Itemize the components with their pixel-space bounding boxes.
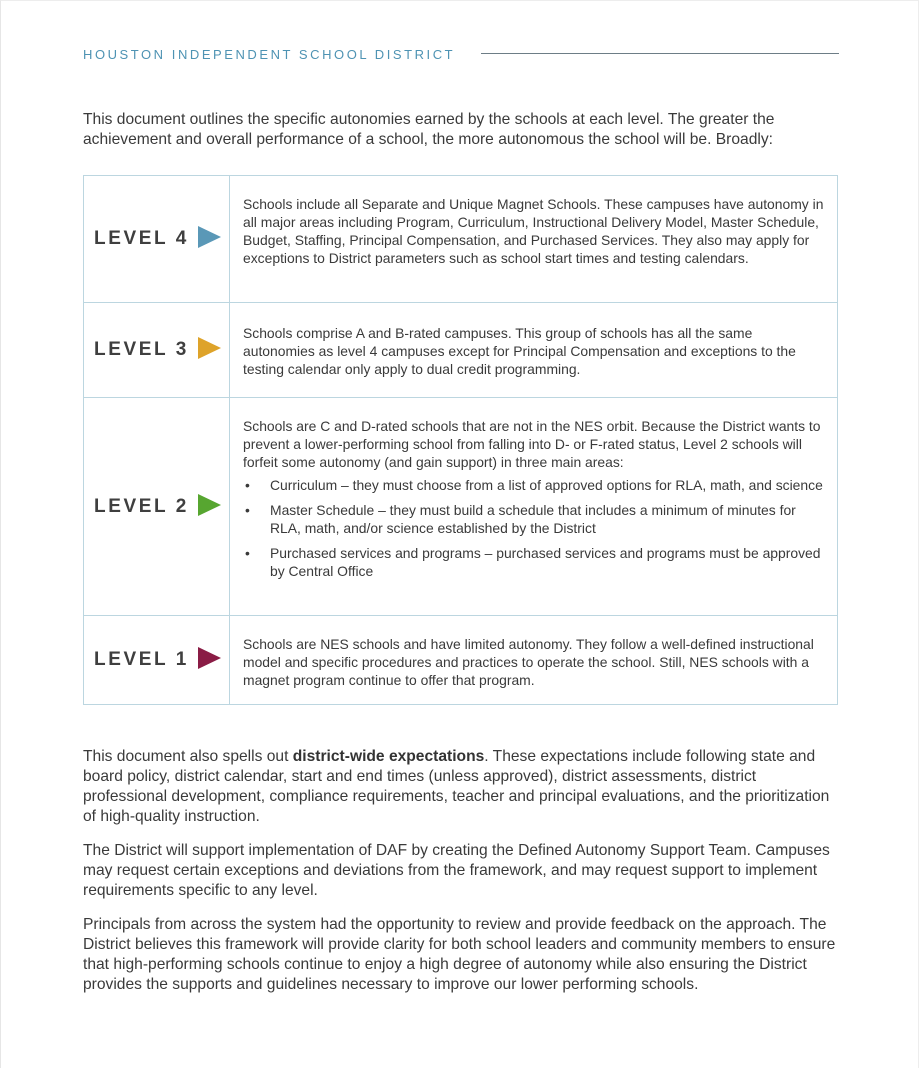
bullet-icon: • [245, 502, 250, 518]
level-label-cell [84, 616, 230, 704]
expectations-lead: This document also spells out [83, 748, 293, 765]
level-row-2 [84, 397, 837, 615]
level-label-cell [84, 398, 230, 615]
level-label: LEVEL 2 [94, 495, 189, 517]
expectations-rest: . These expectations include following state and board policy, district calendar, start and end times (unless approved), district assessments, district professional development, compliance requirements, teacher and principal evaluations, and the prioritization of high-quality instruction. [83, 748, 830, 825]
header-rule [481, 53, 839, 54]
feedback-paragraph: Principals from across the system had the opportunity to review and provide feedback on the approach. The District believes this framework will provide clarity for both school leaders and community members to ensure that high-performing schools continue to enjoy a high degree of autonomy while also ensuring the District provides the supports and guidelines necessary to improve our lower performing schools. [83, 916, 836, 993]
level-description: Schools include all Separate and Unique Magnet Schools. These campuses have autonomy in all major areas including Program, Curriculum, Instructional Delivery Model, Master Schedule, Budget, Staffing, Principal Compensation, and Purchased Services. They also may apply for exceptions to District parameters such as school start times and testing calendars. [243, 196, 824, 266]
list-item-text: Purchased services and programs – purchased services and programs must be approved by Central Office [270, 545, 821, 579]
list-item-text: Curriculum – they must choose from a list of approved options for RLA, math, and science [270, 477, 823, 493]
level-row-3 [84, 302, 837, 397]
list-item [243, 501, 827, 537]
intro-paragraph: This document outlines the specific autonomies earned by the schools at each level. The greater the achievement and overall performance of a school, the more autonomous the school will be. Broadly: [83, 111, 775, 148]
body-text [83, 747, 843, 1009]
arrow-right-icon [198, 647, 221, 669]
level-description-cell [230, 616, 837, 704]
level-description: Schools are NES schools and have limited autonomy. They follow a well-defined instructional model and specific procedures and practices to operate the school. Still, NES schools with a magnet program continue to offer that program. [243, 636, 814, 688]
level-label: LEVEL 1 [94, 649, 189, 670]
arrow-right-icon [198, 494, 221, 516]
level-label-cell [84, 303, 230, 397]
level-label: LEVEL 3 [94, 339, 189, 360]
expectations-bold: district-wide expectations [292, 748, 485, 765]
bullet-list [243, 476, 827, 580]
support-paragraph: The District will support implementation of DAF by creating the Defined Autonomy Support Team. Campuses may request certain exceptions and deviations from the framework, and may request support to implement requirements specific to any level. [83, 842, 830, 899]
arrow-right-icon [198, 337, 221, 359]
level-description-cell [230, 303, 837, 397]
list-item [243, 476, 827, 494]
level-description: Schools are C and D-rated schools that are not in the NES orbit. Because the District wants to prevent a lower-performing school from falling into D- or F-rated status, Level 2 schools will forfeit some autonomy (and gain support) in three main areas: [243, 418, 821, 470]
page-header [83, 47, 839, 65]
list-item-text: Master Schedule – they must build a schedule that includes a minimum of minutes for RLA, math, and/or science established by the District [270, 502, 796, 536]
district-title: HOUSTON INDEPENDENT SCHOOL DISTRICT [83, 47, 456, 62]
level-row-1 [84, 615, 837, 704]
expectations-paragraph [83, 747, 843, 827]
bullet-icon: • [245, 477, 250, 493]
level-label-cell [84, 176, 230, 302]
level-description: Schools comprise A and B-rated campuses. This group of schools has all the same autonomies as level 4 campuses except for Principal Compensation and exceptions to the testing calendar only apply to dual credit programming. [243, 325, 796, 377]
bullet-icon: • [245, 545, 250, 561]
level-row-4 [84, 176, 837, 302]
list-item [243, 544, 827, 580]
arrow-right-icon [198, 226, 221, 248]
level-label: LEVEL 4 [94, 228, 189, 249]
level-description-cell [230, 176, 837, 302]
level-description-cell [230, 398, 837, 615]
levels-table [83, 175, 838, 705]
